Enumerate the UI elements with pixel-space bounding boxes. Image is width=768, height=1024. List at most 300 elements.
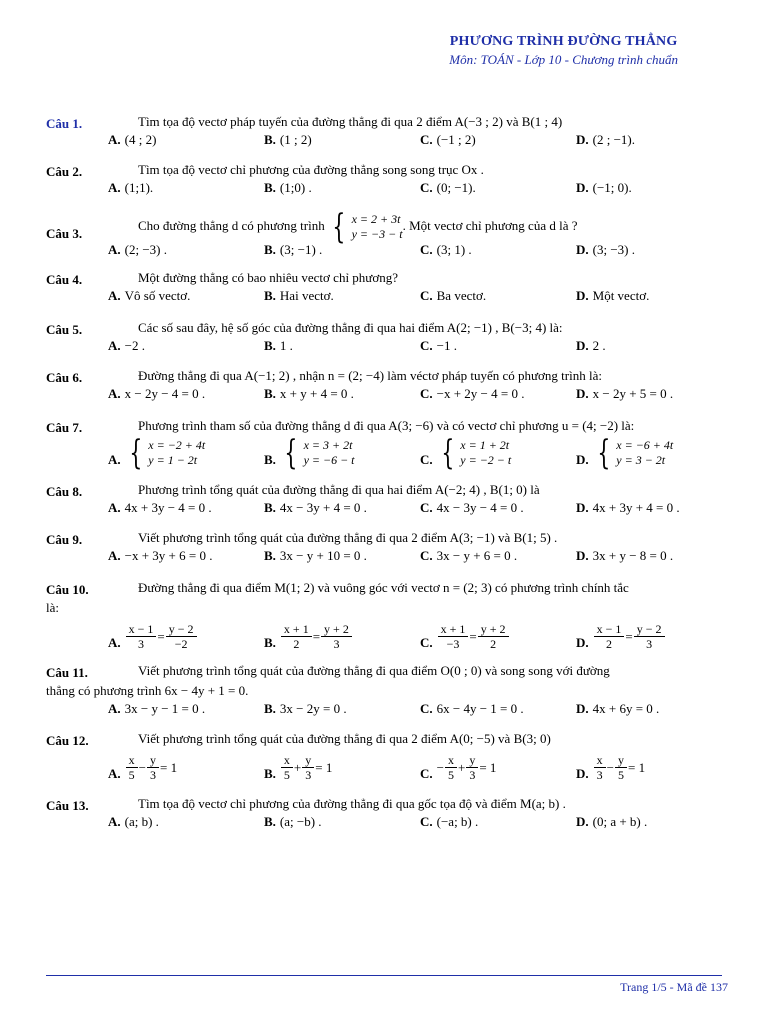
numerator: x + 1: [281, 622, 312, 637]
answer-option[interactable]: [420, 132, 576, 148]
option-letter: B.: [264, 500, 276, 515]
page-subtitle: Môn: TOÁN - Lớp 10 - Chương trình chuẩn: [449, 52, 678, 67]
numerator: y + 2: [478, 622, 509, 637]
operator: = 1: [315, 759, 333, 775]
option-text: (3; −3) .: [592, 242, 635, 257]
answer-option[interactable]: [108, 242, 264, 258]
question-line: [46, 661, 732, 681]
question-label: Câu 11.: [46, 665, 88, 680]
question-label: Câu 13.: [46, 798, 89, 813]
denominator: 3: [469, 768, 476, 782]
operator: =: [469, 628, 477, 644]
answer-option[interactable]: [264, 622, 420, 651]
answer-option[interactable]: [264, 701, 420, 717]
equation-system: [437, 433, 512, 473]
option-letter: D.: [576, 766, 589, 781]
question-line: [46, 160, 732, 180]
answer-option[interactable]: [576, 242, 732, 258]
option-text: 3x − y + 10 = 0 .: [279, 548, 367, 563]
option-text: 4x − 3y − 4 = 0 .: [436, 500, 524, 515]
answer-option[interactable]: [420, 242, 576, 258]
option-text: 3x − y − 1 = 0 .: [124, 701, 206, 716]
option-letter: B.: [264, 452, 276, 467]
question-text-part: . Một vectơ chỉ phương của d là ?: [402, 217, 578, 233]
footer-divider: [46, 975, 722, 976]
answer-option[interactable]: [420, 753, 576, 782]
answer-options: [46, 433, 732, 473]
option-letter: C.: [420, 386, 433, 401]
option-text: (a; −b) .: [279, 814, 322, 829]
answer-option[interactable]: [108, 338, 264, 354]
option-letter: C.: [420, 132, 433, 147]
denominator: 3: [646, 637, 653, 651]
question-text: Đường thẳng đi qua điểm M(1; 2) và vuông góc với vectơ n = (2; 3) có phương trình chính tắc: [138, 580, 629, 595]
option-text: (4 ; 2): [124, 132, 157, 147]
option-letter: B.: [264, 814, 276, 829]
numerator: x − 1: [126, 622, 157, 637]
question-line: [46, 366, 732, 386]
question-text: Viết phương trình tổng quát của đường thẳng đi qua 2 điểm A(0; −5) và B(3; 0): [138, 731, 551, 746]
system-lines: [460, 438, 511, 468]
denominator: 2: [490, 637, 497, 651]
answer-option[interactable]: [420, 288, 576, 304]
question-text: Các số sau đây, hệ số góc của đường thẳng đi qua hai điểm A(2; −1) , B(−3; 4) là:: [138, 320, 563, 335]
answer-option[interactable]: [264, 338, 420, 354]
option-text: x + y + 4 = 0 .: [279, 386, 354, 401]
question: [46, 729, 732, 782]
system-line: x = −6 + 4t: [616, 438, 674, 452]
denominator: 2: [606, 637, 613, 651]
option-letter: A.: [108, 548, 121, 563]
system-line: y = −3 − t: [351, 227, 403, 241]
question-label: Câu 2.: [46, 164, 83, 179]
option-letter: A.: [108, 766, 121, 781]
numerator: x − 1: [594, 622, 625, 637]
option-letter: B.: [264, 635, 276, 650]
numerator: y + 2: [321, 622, 352, 637]
system-line: y = −2 − t: [460, 453, 512, 467]
answer-options: [46, 132, 732, 148]
option-text: −1 .: [436, 338, 457, 353]
option-text: Hai vectơ.: [279, 288, 334, 303]
option-letter: B.: [264, 338, 276, 353]
option-letter: D.: [576, 452, 589, 467]
option-letter: A.: [108, 701, 121, 716]
denominator: 2: [293, 637, 300, 651]
option-text: Một vectơ.: [592, 288, 650, 303]
option-text: (2 ; −1).: [592, 132, 635, 147]
question-label: Câu 4.: [46, 272, 83, 287]
answer-option[interactable]: [420, 338, 576, 354]
answer-option[interactable]: [420, 500, 576, 516]
answer-option[interactable]: [264, 180, 420, 196]
question-label: Câu 7.: [46, 420, 83, 435]
answer-options: [46, 548, 732, 564]
system-line: x = 3 + 2t: [303, 438, 353, 452]
brace-symbol: {: [332, 207, 346, 247]
question: [46, 268, 732, 304]
answer-option[interactable]: [108, 132, 264, 148]
option-text: 1 .: [279, 338, 293, 353]
option-letter: B.: [264, 132, 276, 147]
fraction: [147, 753, 159, 782]
question-label: Câu 9.: [46, 532, 83, 547]
question-line: [46, 794, 732, 814]
fraction: [126, 622, 157, 651]
fraction: [594, 753, 606, 782]
operator: −: [606, 759, 614, 775]
numerator: x + 1: [438, 622, 469, 637]
option-expression: [593, 622, 666, 651]
option-letter: C.: [420, 635, 433, 650]
denominator: −3: [446, 637, 460, 651]
numerator: x: [594, 753, 606, 768]
answer-option[interactable]: [264, 753, 420, 782]
question-text: Tìm tọa độ vectơ chỉ phương của đường thẳng song song trục Ox .: [138, 162, 484, 177]
option-text: Ba vectơ.: [436, 288, 487, 303]
question: [46, 661, 732, 717]
option-letter: D.: [576, 288, 589, 303]
denominator: 3: [305, 768, 312, 782]
equation-system: [328, 207, 403, 247]
answer-option[interactable]: [108, 701, 264, 717]
answer-options: [46, 242, 732, 258]
answer-option[interactable]: [576, 132, 732, 148]
question-text: Viết phương trình tổng quát của đường thẳng đi qua 2 điểm A(3; −1) và B(1; 5) .: [138, 530, 558, 545]
answer-option[interactable]: [108, 433, 264, 473]
question-line: [46, 318, 732, 338]
option-letter: D.: [576, 242, 589, 257]
answer-option[interactable]: [108, 180, 264, 196]
fraction: [126, 753, 138, 782]
question-text-part: Cho đường thẳng d có phương trình: [138, 217, 325, 233]
option-text: 3x − y + 6 = 0 .: [436, 548, 518, 563]
brace-symbol: {: [440, 433, 454, 473]
option-expression: [125, 622, 198, 651]
answer-options: [46, 500, 732, 516]
option-letter: A.: [108, 242, 121, 257]
denominator: 3: [596, 768, 603, 782]
option-text: 3x + y − 8 = 0 .: [592, 548, 674, 563]
question: [46, 318, 732, 354]
option-letter: A.: [108, 500, 121, 515]
question-text-continued: thẳng có phương trình 6x − 4y + 1 = 0.: [46, 683, 249, 698]
answer-option[interactable]: [420, 548, 576, 564]
option-text: (3; −1) .: [279, 242, 323, 257]
denominator: 3: [138, 637, 145, 651]
operator: = 1: [159, 759, 178, 775]
system-lines: [616, 438, 673, 468]
question: [46, 207, 732, 258]
answer-option[interactable]: [420, 622, 576, 651]
fraction: [321, 622, 352, 651]
operator: =: [312, 628, 321, 644]
fraction: [166, 622, 197, 651]
system-line: y = 1 − 2t: [148, 453, 198, 467]
question: [46, 366, 732, 402]
option-text: (1 ; 2): [279, 132, 312, 147]
option-letter: D.: [576, 500, 589, 515]
system-line: y = 3 − 2t: [616, 453, 666, 467]
answer-option[interactable]: [108, 288, 264, 304]
answer-options: [46, 180, 732, 196]
question-line: [46, 416, 732, 436]
answer-option[interactable]: [420, 433, 576, 473]
answer-option[interactable]: [420, 180, 576, 196]
question-line: [46, 207, 732, 247]
option-letter: A.: [108, 338, 121, 353]
answer-option[interactable]: [576, 433, 732, 473]
option-text: 4x + 3y − 4 = 0 .: [124, 500, 212, 515]
answer-option[interactable]: [108, 622, 264, 651]
option-letter: A.: [108, 180, 121, 195]
numerator: y: [615, 753, 627, 768]
option-letter: C.: [420, 338, 433, 353]
option-expression: [437, 622, 510, 651]
page-footer: Trang 1/5 - Mã đề 137: [620, 980, 728, 994]
answer-option[interactable]: [576, 500, 732, 516]
brace-symbol: {: [596, 433, 610, 473]
option-text: (−1 ; 2): [436, 132, 476, 147]
answer-option[interactable]: [576, 338, 732, 354]
question-list: [46, 112, 732, 830]
option-text: 2 .: [592, 338, 606, 353]
answer-option[interactable]: [108, 548, 264, 564]
option-text: Vô số vectơ.: [124, 288, 191, 303]
operator: = 1: [627, 759, 646, 775]
option-text: 6x − 4y − 1 = 0 .: [436, 701, 524, 716]
option-letter: B.: [264, 548, 276, 563]
option-letter: B.: [264, 386, 276, 401]
answer-option[interactable]: [576, 548, 732, 564]
question-line: [46, 268, 732, 288]
answer-option[interactable]: [420, 386, 576, 402]
question: [46, 160, 732, 196]
denominator: 5: [283, 768, 290, 782]
brace-symbol: {: [284, 433, 298, 473]
option-letter: B.: [264, 766, 276, 781]
fraction: [478, 622, 509, 651]
answer-option[interactable]: [576, 622, 732, 651]
answer-options: [46, 386, 732, 402]
option-text: (1;1).: [124, 180, 154, 195]
question-text: Viết phương trình tổng quát của đường thẳng đi qua điểm O(0 ; 0) và song song với đường: [138, 663, 610, 678]
option-letter: C.: [420, 548, 433, 563]
option-letter: D.: [576, 635, 589, 650]
option-expression: [437, 753, 497, 782]
numerator: y − 2: [166, 622, 197, 637]
option-text: (0; a + b) .: [592, 814, 648, 829]
answer-option[interactable]: [264, 433, 420, 473]
system-line: x = −2 + 4t: [148, 438, 206, 452]
question-text: Tìm tọa độ vectơ chỉ phương của đường thẳng đi qua gốc tọa độ và điểm M(a; b) .: [138, 796, 566, 811]
fraction: [466, 753, 478, 782]
operator: −: [436, 759, 444, 775]
question-text-continued: là:: [46, 600, 59, 615]
option-letter: C.: [420, 452, 433, 467]
option-text: (a; b) .: [124, 814, 159, 829]
page-header: [449, 34, 678, 68]
answer-option[interactable]: [576, 701, 732, 717]
answer-option[interactable]: [264, 500, 420, 516]
operator: −: [138, 759, 146, 775]
question-line: [46, 578, 732, 598]
option-letter: D.: [576, 386, 589, 401]
question-line: [46, 528, 732, 548]
option-text: (0; −1).: [436, 180, 476, 195]
question-label: Câu 1.: [46, 116, 83, 131]
question: [46, 112, 732, 148]
system-lines: [148, 438, 205, 468]
denominator: −2: [174, 637, 188, 651]
question: [46, 416, 732, 473]
answer-option[interactable]: [264, 814, 420, 830]
option-letter: A.: [108, 132, 121, 147]
fraction: [615, 753, 627, 782]
option-letter: A.: [108, 635, 121, 650]
answer-option[interactable]: [264, 386, 420, 402]
option-text: 4x − 3y + 4 = 0 .: [279, 500, 367, 515]
question-text: Một đường thẳng có bao nhiêu vectơ chỉ phương?: [138, 270, 398, 285]
option-letter: C.: [420, 500, 433, 515]
question: [46, 794, 732, 830]
denominator: 5: [128, 768, 135, 782]
question-label: Câu 6.: [46, 370, 83, 385]
option-letter: C.: [420, 180, 433, 195]
option-letter: B.: [264, 288, 276, 303]
answer-option[interactable]: [420, 814, 576, 830]
question: [46, 480, 732, 516]
answer-option[interactable]: [264, 288, 420, 304]
question-line: [46, 112, 732, 132]
fraction: [445, 753, 457, 782]
option-text: (1;0) .: [279, 180, 312, 195]
option-letter: A.: [108, 814, 121, 829]
answer-options: [46, 622, 732, 651]
option-letter: D.: [576, 548, 589, 563]
option-text: 4x + 6y = 0 .: [592, 701, 660, 716]
answer-options: [46, 701, 732, 717]
operator: =: [157, 628, 165, 644]
option-letter: C.: [420, 814, 433, 829]
numerator: y: [302, 753, 314, 768]
option-text: −x + 2y − 4 = 0 .: [436, 386, 525, 401]
option-text: 3x − 2y = 0 .: [279, 701, 347, 716]
numerator: y − 2: [634, 622, 665, 637]
answer-options: [46, 338, 732, 354]
option-letter: B.: [264, 701, 276, 716]
system-lines: [352, 212, 403, 242]
answer-option[interactable]: [108, 814, 264, 830]
option-text: 4x + 3y + 4 = 0 .: [592, 500, 680, 515]
fraction: [634, 622, 665, 651]
fraction: [438, 622, 469, 651]
answer-option[interactable]: [264, 132, 420, 148]
denominator: 3: [149, 768, 156, 782]
question-line: [46, 729, 732, 749]
option-expression: [280, 753, 332, 782]
answer-option[interactable]: [576, 814, 732, 830]
option-expression: [280, 622, 353, 651]
option-text: (−1; 0).: [592, 180, 632, 195]
option-letter: D.: [576, 180, 589, 195]
numerator: x: [281, 753, 293, 768]
answer-option[interactable]: [108, 753, 264, 782]
operator: = 1: [479, 759, 497, 775]
question-text: Phương trình tham số của đường thẳng d đi qua A(3; −6) và có vectơ chỉ phương u = (4; −2) là:: [138, 418, 635, 433]
option-letter: C.: [420, 288, 433, 303]
option-letter: A.: [108, 288, 121, 303]
question-text: Đường thẳng đi qua A(−1; 2) , nhận n = (2; −4) làm véctơ pháp tuyến có phương trình là:: [138, 368, 602, 383]
system-line: x = 1 + 2t: [460, 438, 510, 452]
question-label: Câu 12.: [46, 733, 89, 748]
answer-option[interactable]: [108, 500, 264, 516]
numerator: y: [147, 753, 159, 768]
option-text: −x + 3y + 6 = 0 .: [124, 548, 213, 563]
fraction: [281, 622, 312, 651]
option-expression: [125, 753, 177, 782]
system-lines: [304, 438, 355, 468]
fraction: [281, 753, 293, 782]
question-label: Câu 10.: [46, 582, 89, 597]
denominator: 3: [333, 637, 340, 651]
page-title: PHƯƠNG TRÌNH ĐƯỜNG THẲNG: [449, 34, 678, 49]
answer-options: [46, 814, 732, 830]
option-letter: A.: [108, 452, 121, 467]
question-text: Tìm tọa độ vectơ pháp tuyến của đường thẳng đi qua 2 điểm A(−3 ; 2) và B(1 ; 4): [138, 114, 563, 129]
option-text: (−a; b) .: [436, 814, 479, 829]
answer-option[interactable]: [420, 701, 576, 717]
numerator: x: [126, 753, 138, 768]
system-line: y = −6 − t: [303, 453, 355, 467]
option-text: (3; 1) .: [436, 242, 472, 257]
operator: +: [457, 759, 466, 775]
option-letter: D.: [576, 701, 589, 716]
brace-symbol: {: [128, 433, 142, 473]
answer-option[interactable]: [108, 386, 264, 402]
question-text: [138, 207, 732, 247]
question-label: Câu 5.: [46, 322, 83, 337]
option-letter: D.: [576, 338, 589, 353]
option-letter: C.: [420, 701, 433, 716]
question-line: [46, 480, 732, 500]
fraction: [302, 753, 314, 782]
denominator: 5: [447, 768, 454, 782]
answer-options: [46, 753, 732, 782]
answer-option[interactable]: [576, 180, 732, 196]
answer-option[interactable]: [576, 288, 732, 304]
option-text: (2; −3) .: [124, 242, 167, 257]
question-label: Câu 3.: [46, 226, 83, 241]
answer-option[interactable]: [264, 548, 420, 564]
option-letter: D.: [576, 814, 589, 829]
option-letter: B.: [264, 242, 276, 257]
equation-system: [593, 433, 674, 473]
system-line: x = 2 + 3t: [351, 212, 401, 226]
operator: =: [625, 628, 633, 644]
answer-option[interactable]: [576, 753, 732, 782]
option-letter: C.: [420, 766, 433, 781]
question: [46, 528, 732, 564]
option-letter: D.: [576, 132, 589, 147]
answer-option[interactable]: [576, 386, 732, 402]
answer-options: [46, 288, 732, 304]
option-letter: B.: [264, 180, 276, 195]
option-expression: [593, 753, 645, 782]
option-text: x − 2y − 4 = 0 .: [124, 386, 206, 401]
operator: +: [293, 759, 302, 775]
option-letter: A.: [108, 386, 121, 401]
